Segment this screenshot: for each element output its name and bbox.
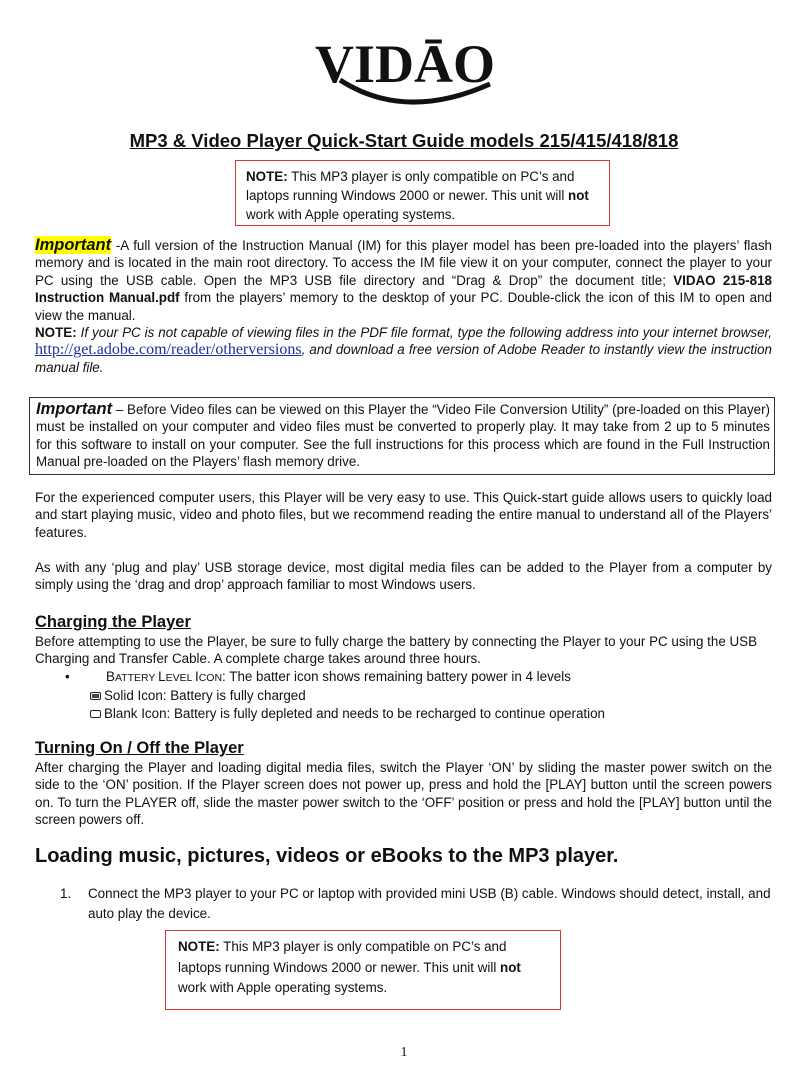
solid-icon-text: Solid Icon: Battery is fully charged xyxy=(104,688,306,703)
vidao-logo-graphic xyxy=(300,22,510,108)
note-box-top xyxy=(235,160,610,226)
note-text-end: work with Apple operating systems. xyxy=(246,207,456,222)
important-label: Important xyxy=(36,400,113,418)
charging-heading: Charging the Player xyxy=(35,613,191,631)
note-box-bottom xyxy=(165,930,561,1010)
loading-heading: Loading music, pictures, videos or eBooks to the MP3 player. xyxy=(35,845,619,867)
note-text: This MP3 player is only compatible on PC’s and laptops running Windows 2000 or newer. This unit will xyxy=(178,939,507,975)
battery-level-text: The batter icon shows remaining battery power in 4 levels xyxy=(225,669,571,684)
battery-full-icon xyxy=(90,692,101,700)
important-instruction-manual xyxy=(35,237,772,376)
battery-level-label: BATTERY LEVEL ICON: xyxy=(106,669,226,684)
important-video-box xyxy=(29,397,775,475)
note-text-end: work with Apple operating systems. xyxy=(178,980,388,995)
blank-icon-item xyxy=(35,705,772,723)
battery-bullet xyxy=(35,668,772,687)
note-text: This MP3 player is only compatible on PC’s and laptops running Windows 2000 or newer. This unit will xyxy=(246,169,575,203)
battery-list xyxy=(35,668,772,723)
loading-steps xyxy=(60,884,772,924)
charging-text: Before attempting to use the Player, be sure to fully charge the battery by connecting the Player to your PC using the USB Charging and Transfer Cable. A complete charge takes around three hours. xyxy=(35,634,758,667)
turning-heading: Turning On / Off the Player xyxy=(35,739,244,757)
adobe-reader-link[interactable]: http://get.adobe.com/reader/otherversions xyxy=(35,341,302,359)
logo-text: VIDĀO xyxy=(314,34,496,94)
page-title: MP3 & Video Player Quick-Start Guide models 215/415/418/818 xyxy=(129,130,679,151)
important-text-end: from the players’ memory to the desktop of your PC. Double-click the icon of this IM to open and view the manual. xyxy=(35,290,773,323)
manual-filename: VIDAO 215-818 Instruction Manual.pdf xyxy=(35,272,772,306)
page-number: 1 xyxy=(400,1045,408,1060)
bullet-dot: • xyxy=(65,669,70,684)
note-not: not xyxy=(568,188,589,203)
step-1-text: Connect the MP3 player to your PC or laptop with provided mini USB (B) cable. Windows should detect, install, and auto play the device. xyxy=(88,886,771,921)
plug-and-play-paragraph: As with any ‘plug and play’ USB storage device, most digital media files can be added to the Player from a computer by simply using the ‘drag and drop’ approach familiar to most Windows users. xyxy=(35,560,772,593)
blank-icon-text: Blank Icon: Battery is fully depleted and needs to be recharged to continue operation xyxy=(104,706,605,721)
note-not: not xyxy=(500,959,521,975)
step-number: 1. xyxy=(60,886,72,901)
important-label: Important xyxy=(35,236,112,254)
pdf-note-text: If your PC is not capable of viewing files in the PDF file format, type the following address into your internet browser, xyxy=(76,325,772,341)
important-video-text: – Before Video files can be viewed on this Player the “Video File Conversion Utility” (pre-loaded on this Player) must be installed on your computer and video files must be converted to properly play. It may take from 2 up to 5 minutes for this software to install on your computer. See the full instructions for this process which are found in the Full Instruction Manual pre-loaded on the Players’ flash memory drive. xyxy=(36,402,770,470)
pdf-note-text-end: , and download a free version of Adobe Reader to instantly view the instruction manual file. xyxy=(35,342,772,375)
note-label: NOTE: xyxy=(178,939,220,954)
experienced-users-paragraph: For the experienced computer users, this Player will be very easy to use. This Quick-start guide allows users to quickly load and start playing music, video and photo files, but we recommend reading the entire manual to understand all of the Players’ features. xyxy=(35,490,772,540)
note-label: NOTE: xyxy=(246,169,288,184)
vidao-logo xyxy=(300,22,510,108)
battery-empty-icon xyxy=(90,710,101,718)
turning-text: After charging the Player and loading digital media files, switch the Player ‘ON’ by sliding the master power switch on the side to the ‘ON’ position. If the Player screen does not power up, press and hold the [PLAY] button until the screen powers on. To turn the PLAYER off, slide the master power switch to the ‘OFF’ position or press and hold the [PLAY] button until the screen powers off. xyxy=(35,760,772,828)
pdf-note-label: NOTE: xyxy=(35,325,77,341)
solid-icon-item xyxy=(35,687,772,705)
important-text: -A full version of the Instruction Manual (IM) for this player model has been pre-loaded into the players’ flash memory and is located in the main root directory. To access the IM file view it on your computer, connect the player to your PC using the USB cable. Open the MP3 USB file directory and “Drag & Drop” the document title; xyxy=(35,238,772,288)
